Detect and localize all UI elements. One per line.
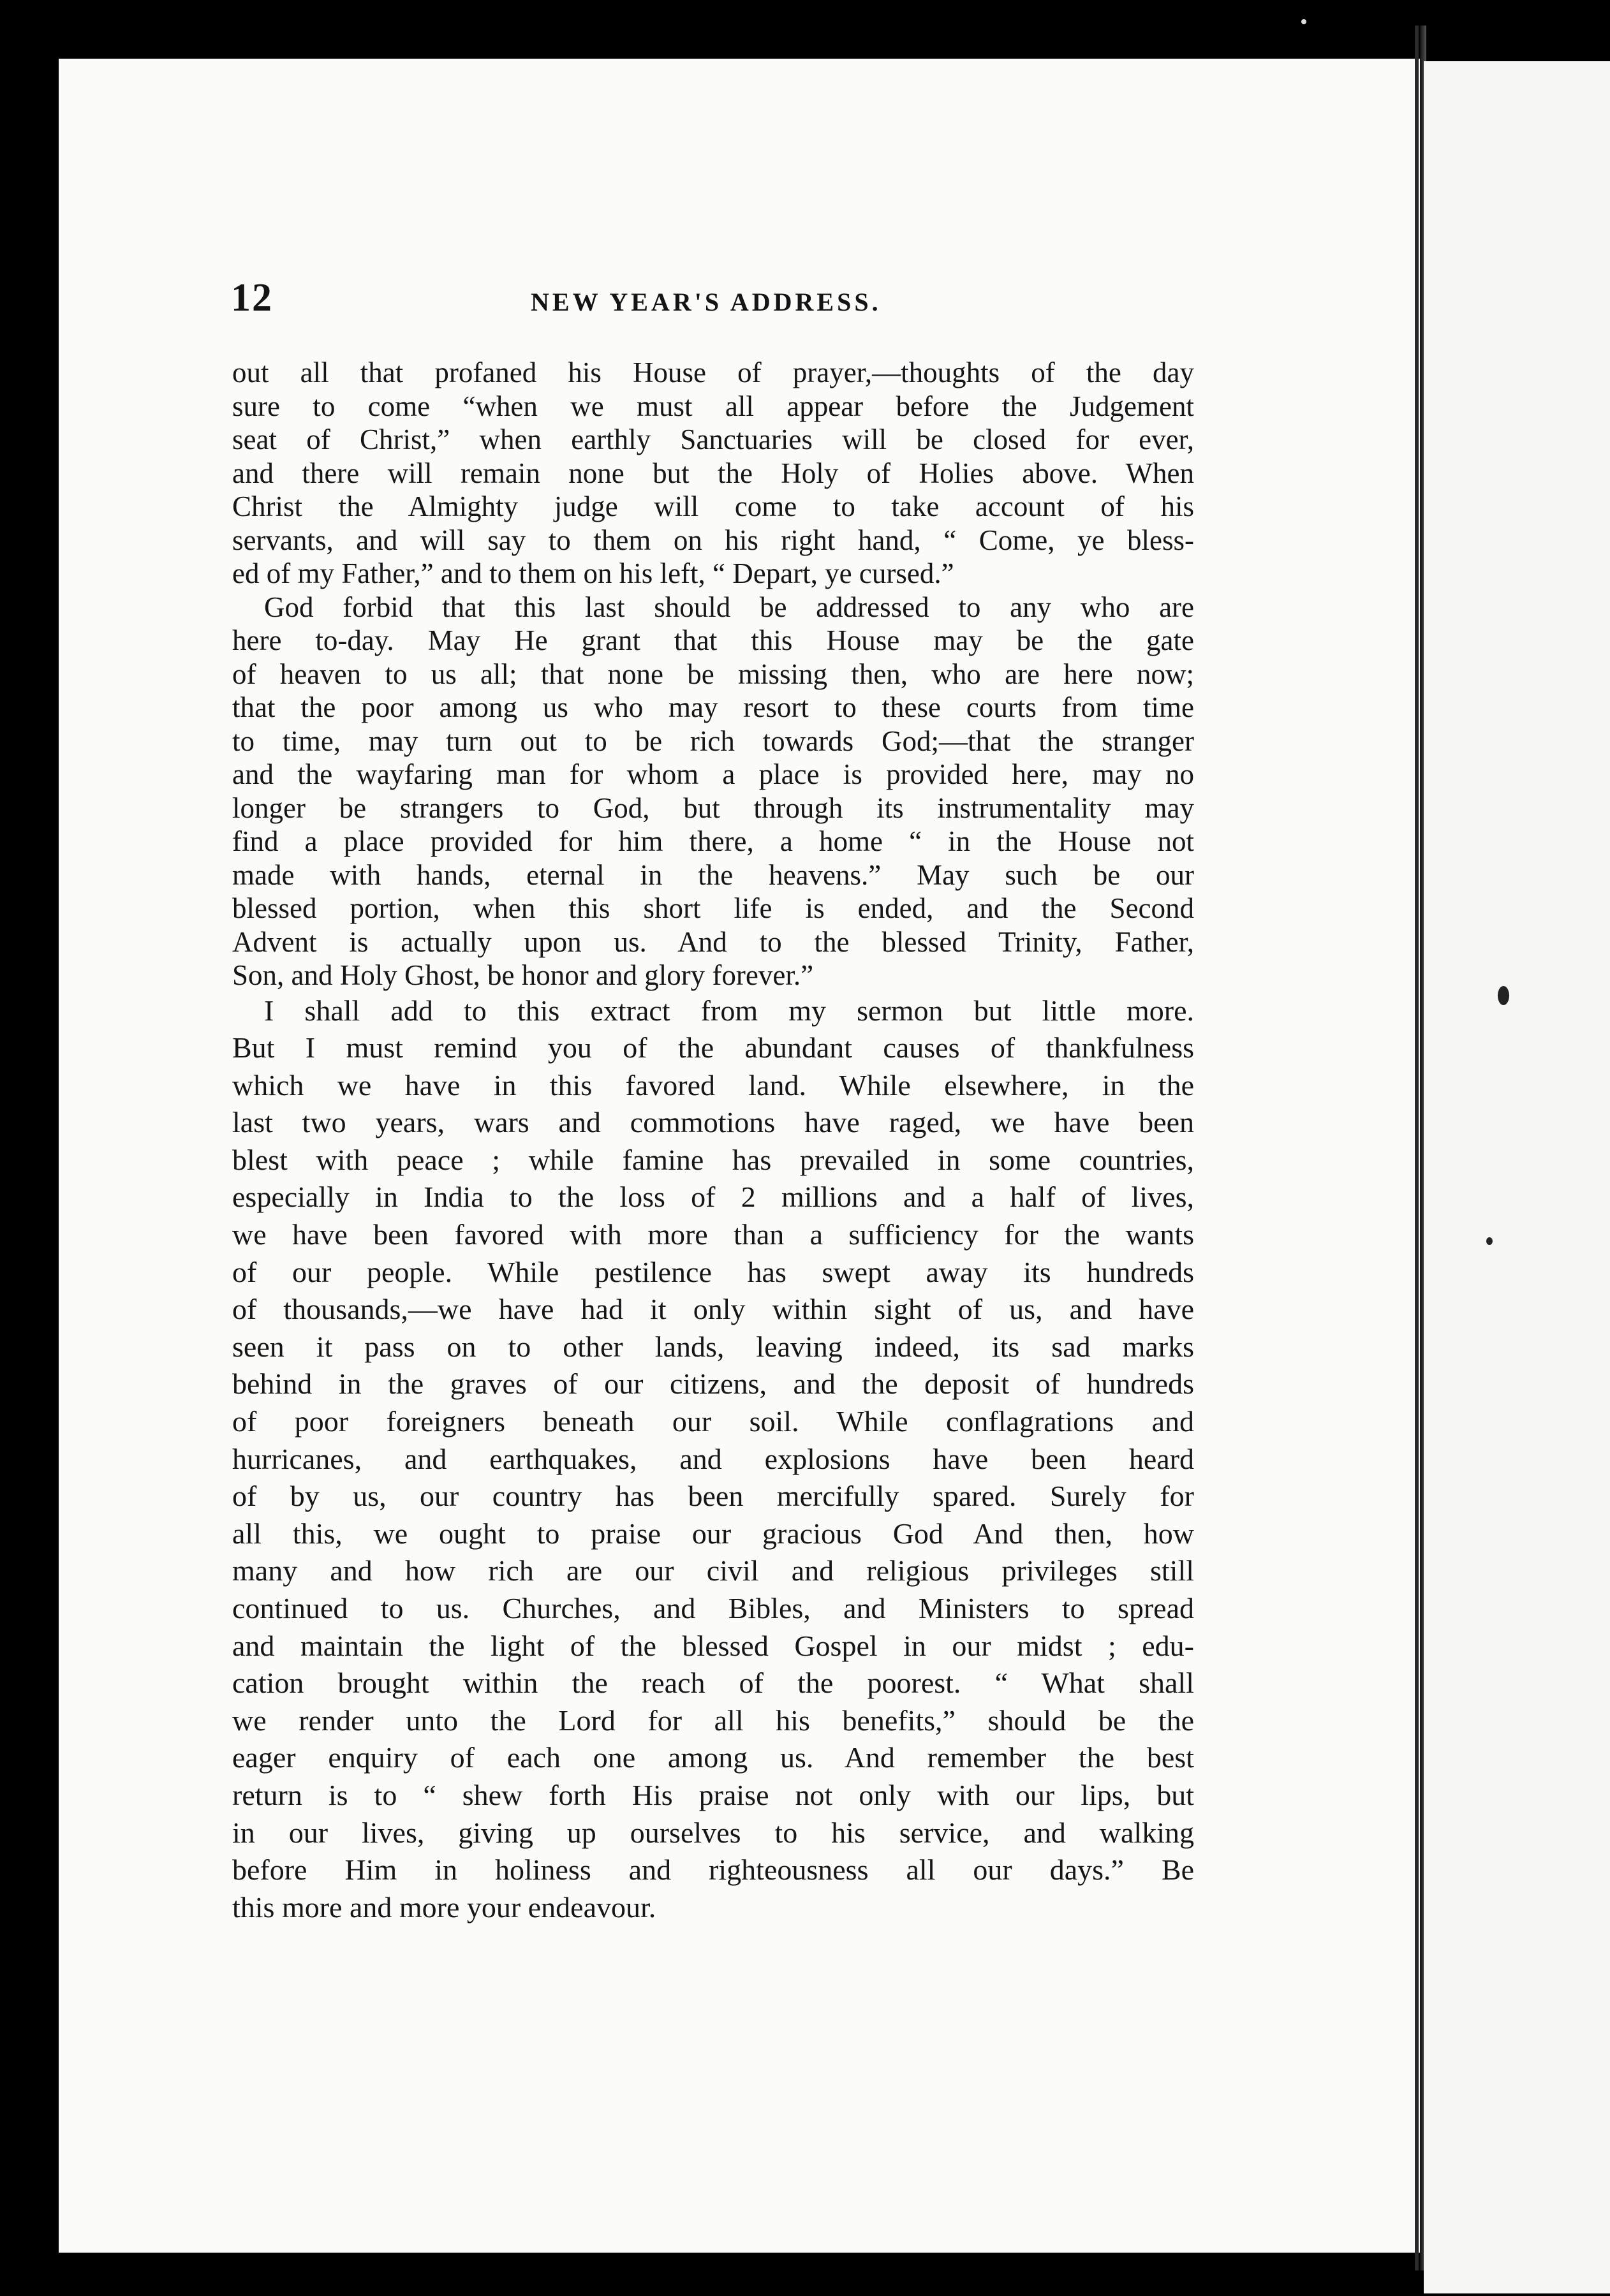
text-line: this more and more your endeavour. (232, 1890, 656, 1924)
text-line: that the poor among us who may resort to these courts from time (232, 691, 1194, 723)
facing-page-edge (1424, 61, 1610, 2293)
text-line: and the wayfaring man for whom a place is provided here, may no (232, 758, 1194, 790)
text-line: out all that profaned his House of prayer,—thoughts of the day (232, 357, 1194, 388)
body-text (232, 356, 1194, 1926)
text-line: servants, and will say to them on his right hand, “ Come, ye bless- (232, 524, 1194, 556)
text-line: we render unto the Lord for all his benefits,” should be the (232, 1704, 1194, 1737)
text-line: seat of Christ,” when earthly Sanctuaries will be closed for ever, (232, 423, 1194, 455)
text-line: cation brought within the reach of the poorest. “ What shall (232, 1667, 1194, 1700)
text-line: of poor foreigners beneath our soil. While conflagrations and (232, 1405, 1194, 1438)
text-line: I shall add to this extract from my sermon but little more. (264, 994, 1194, 1027)
text-line: of thousands,—we have had it only within sight of us, and have (232, 1293, 1194, 1326)
running-title: NEW YEAR'S ADDRESS. (531, 288, 882, 316)
text-line: Advent is actually upon us. And to the blessed Trinity, Father, (232, 925, 1194, 958)
text-line: last two years, wars and commotions have raged, we have been (232, 1106, 1194, 1139)
text-line: of by us, our country has been mercifully spared. Surely for (232, 1480, 1194, 1513)
text-line: we have been favored with more than a sufficiency for the wants (232, 1218, 1194, 1251)
text-line: to time, may turn out to be rich towards God;—that the stranger (232, 725, 1194, 757)
text-line: God forbid that this last should be addressed to any who are (264, 591, 1194, 623)
text-line: before Him in holiness and righteousness all our days.” Be (232, 1853, 1194, 1887)
text-line: longer be strangers to God, but through its instrumentality may (232, 791, 1194, 824)
text-line: blest with peace ; while famine has prevailed in some countries, (232, 1143, 1194, 1176)
text-line: especially in India to the loss of 2 millions and a half of lives, (232, 1181, 1194, 1214)
text-line: return is to “ shew forth His praise not only with our lips, but (232, 1778, 1194, 1811)
text-line: here to-day. May He grant that this House may be the gate (232, 624, 1194, 656)
text-line: and there will remain none but the Holy of Holies above. When (232, 457, 1194, 489)
text-line: But I must remind you of the abundant causes of thankfulness (232, 1031, 1194, 1064)
text-line: many and how rich are our civil and religious privileges still (232, 1554, 1194, 1587)
text-line: seen it pass on to other lands, leaving indeed, its sad marks (232, 1330, 1194, 1363)
text-line: all this, we ought to praise our gracious God And then, how (232, 1517, 1194, 1550)
text-line: continued to us. Churches, and Bibles, and Ministers to spread (232, 1592, 1194, 1624)
text-line: sure to come “when we must all appear before the Judgement (232, 390, 1194, 422)
paragraph (232, 356, 1194, 591)
text-line: Son, and Holy Ghost, be honor and glory forever.” (232, 959, 814, 991)
page-number: 12 (231, 276, 273, 320)
scan-speck (1498, 986, 1509, 1005)
page-fold (1415, 26, 1419, 2270)
text-line: of our people. While pestilence has swept away its hundreds (232, 1255, 1194, 1288)
text-line: in our lives, giving up ourselves to his service, and walking (232, 1816, 1194, 1849)
text-line: find a place provided for him there, a home “ in the House not (232, 825, 1194, 857)
text-line: behind in the graves of our citizens, and the deposit of hundreds (232, 1367, 1194, 1401)
text-line: which we have in this favored land. While elsewhere, in the (232, 1068, 1194, 1101)
text-line: blessed portion, when this short life is ended, and the Second (232, 892, 1194, 924)
text-line: eager enquiry of each one among us. And remember the best (232, 1741, 1194, 1774)
text-line: made with hands, eternal in the heavens.” May such be our (232, 858, 1194, 891)
paragraph (232, 992, 1194, 1927)
text-line: of heaven to us all; that none be missing then, who are here now; (232, 658, 1194, 690)
text-line: Christ the Almighty judge will come to take account of his (232, 490, 1194, 522)
paragraph (232, 591, 1194, 992)
scan-speck (1301, 19, 1306, 24)
text-line: and maintain the light of the blessed Gospel in our midst ; edu- (232, 1629, 1194, 1662)
running-head (231, 276, 1200, 333)
scan-speck (1486, 1237, 1493, 1245)
text-line: hurricanes, and earthquakes, and explosions have been heard (232, 1442, 1194, 1475)
text-line: ed of my Father,” and to them on his left, “ Depart, ye cursed.” (232, 557, 954, 589)
